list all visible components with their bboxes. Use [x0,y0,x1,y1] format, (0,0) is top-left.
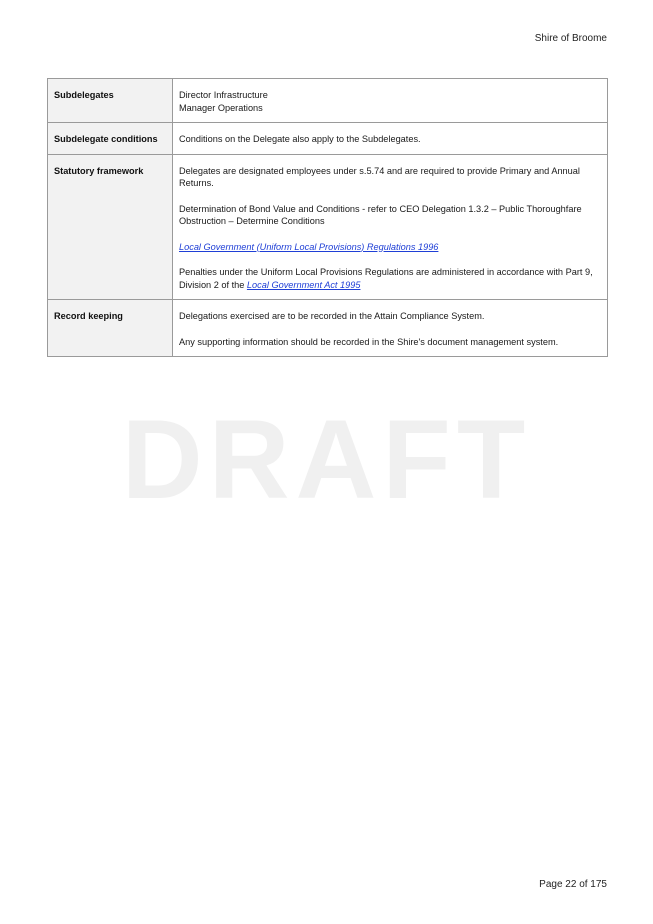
subdelegate-item: Director Infrastructure [179,90,268,100]
table-row-statutory-framework [48,154,608,300]
row-value-statutory-framework [173,154,608,300]
record-keeping-para-attain: Delegations exercised are to be recorded in the Attain Compliance System. [179,311,485,321]
page-number: Page 22 of 175 [539,879,607,890]
table-row-record-keeping [48,300,608,357]
row-value-subdelegates [173,79,608,123]
local-government-act-link[interactable]: Local Government Act 1995 [246,279,361,290]
row-value-record-keeping [173,300,608,357]
framework-para-bond: Determination of Bond Value and Conditions - refer to CEO Delegation 1.3.2 – Public Thoroughfare Obstruction – Determine Conditions [179,203,582,226]
delegation-table [47,78,608,357]
draft-watermark: DRAFT [121,397,532,522]
regulations-link[interactable]: Local Government (Uniform Local Provisions) Regulations 1996 [179,241,439,252]
row-label-subdelegate-conditions: Subdelegate conditions [48,123,173,155]
row-label-record-keeping: Record keeping [48,300,173,357]
row-label-statutory-framework: Statutory framework [48,154,173,300]
subdelegate-item: Manager Operations [179,102,263,113]
table-row-subdelegate-conditions [48,123,608,155]
conditions-text: Conditions on the Delegate also apply to the Subdelegates. [179,134,421,144]
framework-para-regulations [179,241,601,254]
row-label-subdelegates: Subdelegates [48,79,173,123]
record-keeping-para-documents: Any supporting information should be recorded in the Shire's document management system. [179,336,559,347]
table-row-subdelegates [48,79,608,123]
penalties-text: Penalties under the Uniform Local Provisions Regulations are administered in accordance with Part 9, Division 2 of the [179,267,593,290]
framework-para-penalties [179,266,601,291]
row-value-subdelegate-conditions [173,123,608,155]
header-org-name: Shire of Broome [534,33,607,44]
framework-para-returns: Delegates are designated employees under s.5.74 and are required to provide Primary and Annual Returns. [179,165,580,188]
